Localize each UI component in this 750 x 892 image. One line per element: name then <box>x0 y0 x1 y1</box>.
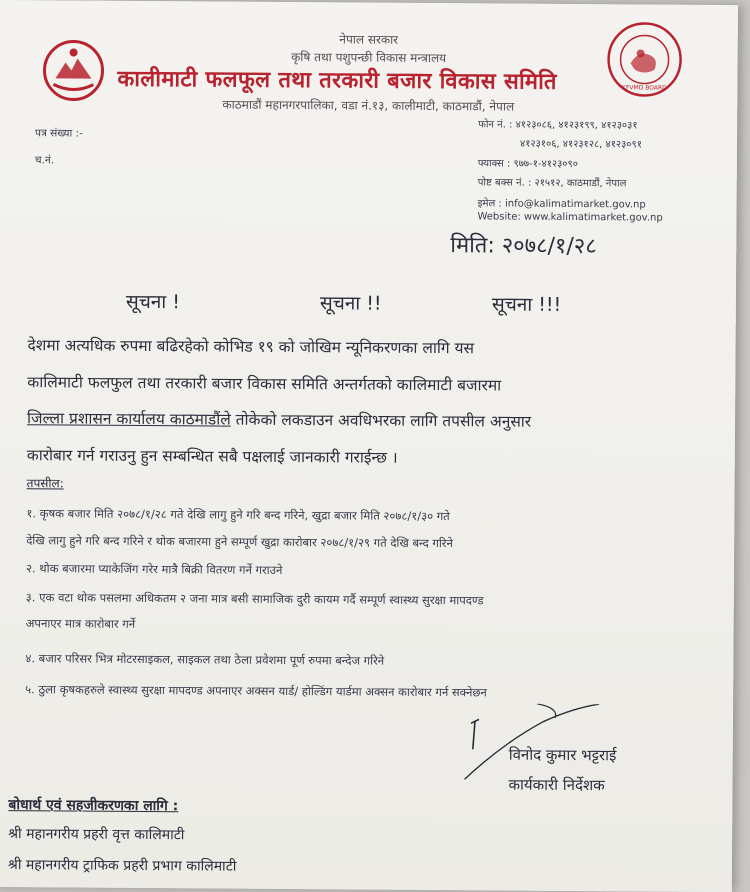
email-address: इमेल : info@kalimatimarket.gov.np <box>477 198 646 211</box>
po-box: पोष्ट बक्स नं. : २१५१२, काठमाडौं, नेपाल <box>477 177 627 190</box>
letter-number-label: पत्र संख्या :- <box>35 127 83 140</box>
detail-line-4: ३. एक वटा थोक पसलमा अधिकतम २ जना मात्र बसी सामाजिक दुरी कायम गर्दै सम्पूर्ण स्वास्थ्य सुरक्षा मापदण्ड <box>25 590 484 608</box>
organization-address: काठमाडौं महानगरपालिका, वडा नं.१३, कालीमाटी, काठमाडौं, नेपाल <box>222 97 515 114</box>
letter-date: मिति: २०७८/१/२८ <box>450 233 597 260</box>
detail-line-2: देखि लागु हुने गरि बन्द गरिने र थोक बजारमा हुने सम्पूर्ण खुद्रा कारोबार २०७८/१/२९ गते देखि बन्द गरिने <box>26 533 453 551</box>
detail-line-5: अपनाएर मात्र कारोबार गर्ने <box>25 616 136 631</box>
details-heading: तपसील: <box>26 476 64 491</box>
fax-number: फ्याक्स : ९७७-१-४१२३०९० <box>477 158 578 171</box>
detail-line-6: ४. बजार परिसर भित्र मोटरसाइकल, साइकल तथा ठेला प्रवेशमा पूर्ण रुपमा बन्देज गरिने <box>25 651 385 668</box>
body-line-1: देशमा अत्यधिक रुपमा बढिरहेको कोभिड १९ को जोखिम न्यूनिकरणका लागि यस <box>27 336 475 358</box>
detail-line-1: १. कृषक बजार मिति २०७८/१/२८ गते देखि लागु हुने गरि बन्द गरिने, खुद्रा बजार मिति २०७८/१/३० गते <box>26 506 450 524</box>
signatory-title: कार्यकारी निर्देशक <box>508 775 605 795</box>
notice-word-3: सूचना !!! <box>491 293 562 316</box>
body-line-3: जिल्ला प्रशासन कार्यालय काठमाडौंले तोकेको लकडाउन अवधिभरका लागि तपसील अनुसार <box>27 409 532 431</box>
government-name: नेपाल सरकार <box>339 32 399 47</box>
cc-recipient-2: श्री महानगरीय ट्राफिक प्रहरी प्रभाग कालिमाटी <box>7 857 237 875</box>
body-line-4: कारोबार गर्न गराउनु हुन सम्बन्धित सबै पक्षलाई जानकारी गराईन्छ । <box>26 445 398 467</box>
dispatch-number-label: च.नं. <box>34 154 55 167</box>
detail-line-3: २. थोक बजारमा प्याकेजिंग गरेर मात्रै बिक्री वितरण गर्ने गराउने <box>25 561 283 577</box>
signatory-name: विनोद कुमार भट्टराई <box>508 745 617 765</box>
signature-scribble-icon <box>463 703 604 784</box>
website-address: Website: www.kalimatimarket.gov.np <box>477 211 663 224</box>
ministry-name: कृषि तथा पशुपन्छी विकास मन्त्रालय <box>291 50 447 66</box>
notice-word-1: सूचना ! <box>125 290 181 314</box>
phone-line-1: फोन नं. : ४१२३०८६, ४१२३१९९, ४१२३०३१ <box>478 119 638 132</box>
organization-title: कालीमाटी फलफूल तथा तरकारी बजार विकास समिति <box>117 66 557 95</box>
detail-line-7: ५. ठुला कृषकहरुले स्वास्थ्य सुरक्षा मापदण्ड अपनाएर अक्सन यार्ड/ होल्डिंग यार्डमा अक्सन कारोबार गर्न सक्नेछन <box>25 682 487 700</box>
body-line-2: कालिमाटी फलफुल तथा तरकारी बजार विकास समिति अन्तर्गतको कालिमाटी बजारमा <box>27 372 502 395</box>
district-office-underlined: जिल्ला प्रशासन कार्यालय काठमाडौंले <box>27 409 231 429</box>
svg-text:KFVMD BOARD: KFVMD BOARD <box>622 84 667 92</box>
phone-line-2: ४१२३१०६, ४१२३१२८, ४१२३०९१ <box>519 138 642 151</box>
notice-body <box>27 327 696 478</box>
notice-word-2: सूचना !! <box>319 292 382 315</box>
cc-heading: बोधार्थ एवं सहजीकरणका लागि : <box>8 797 179 815</box>
cc-recipient-1: श्री महानगरीय प्रहरी वृत्त कालिमाटी <box>8 826 185 844</box>
